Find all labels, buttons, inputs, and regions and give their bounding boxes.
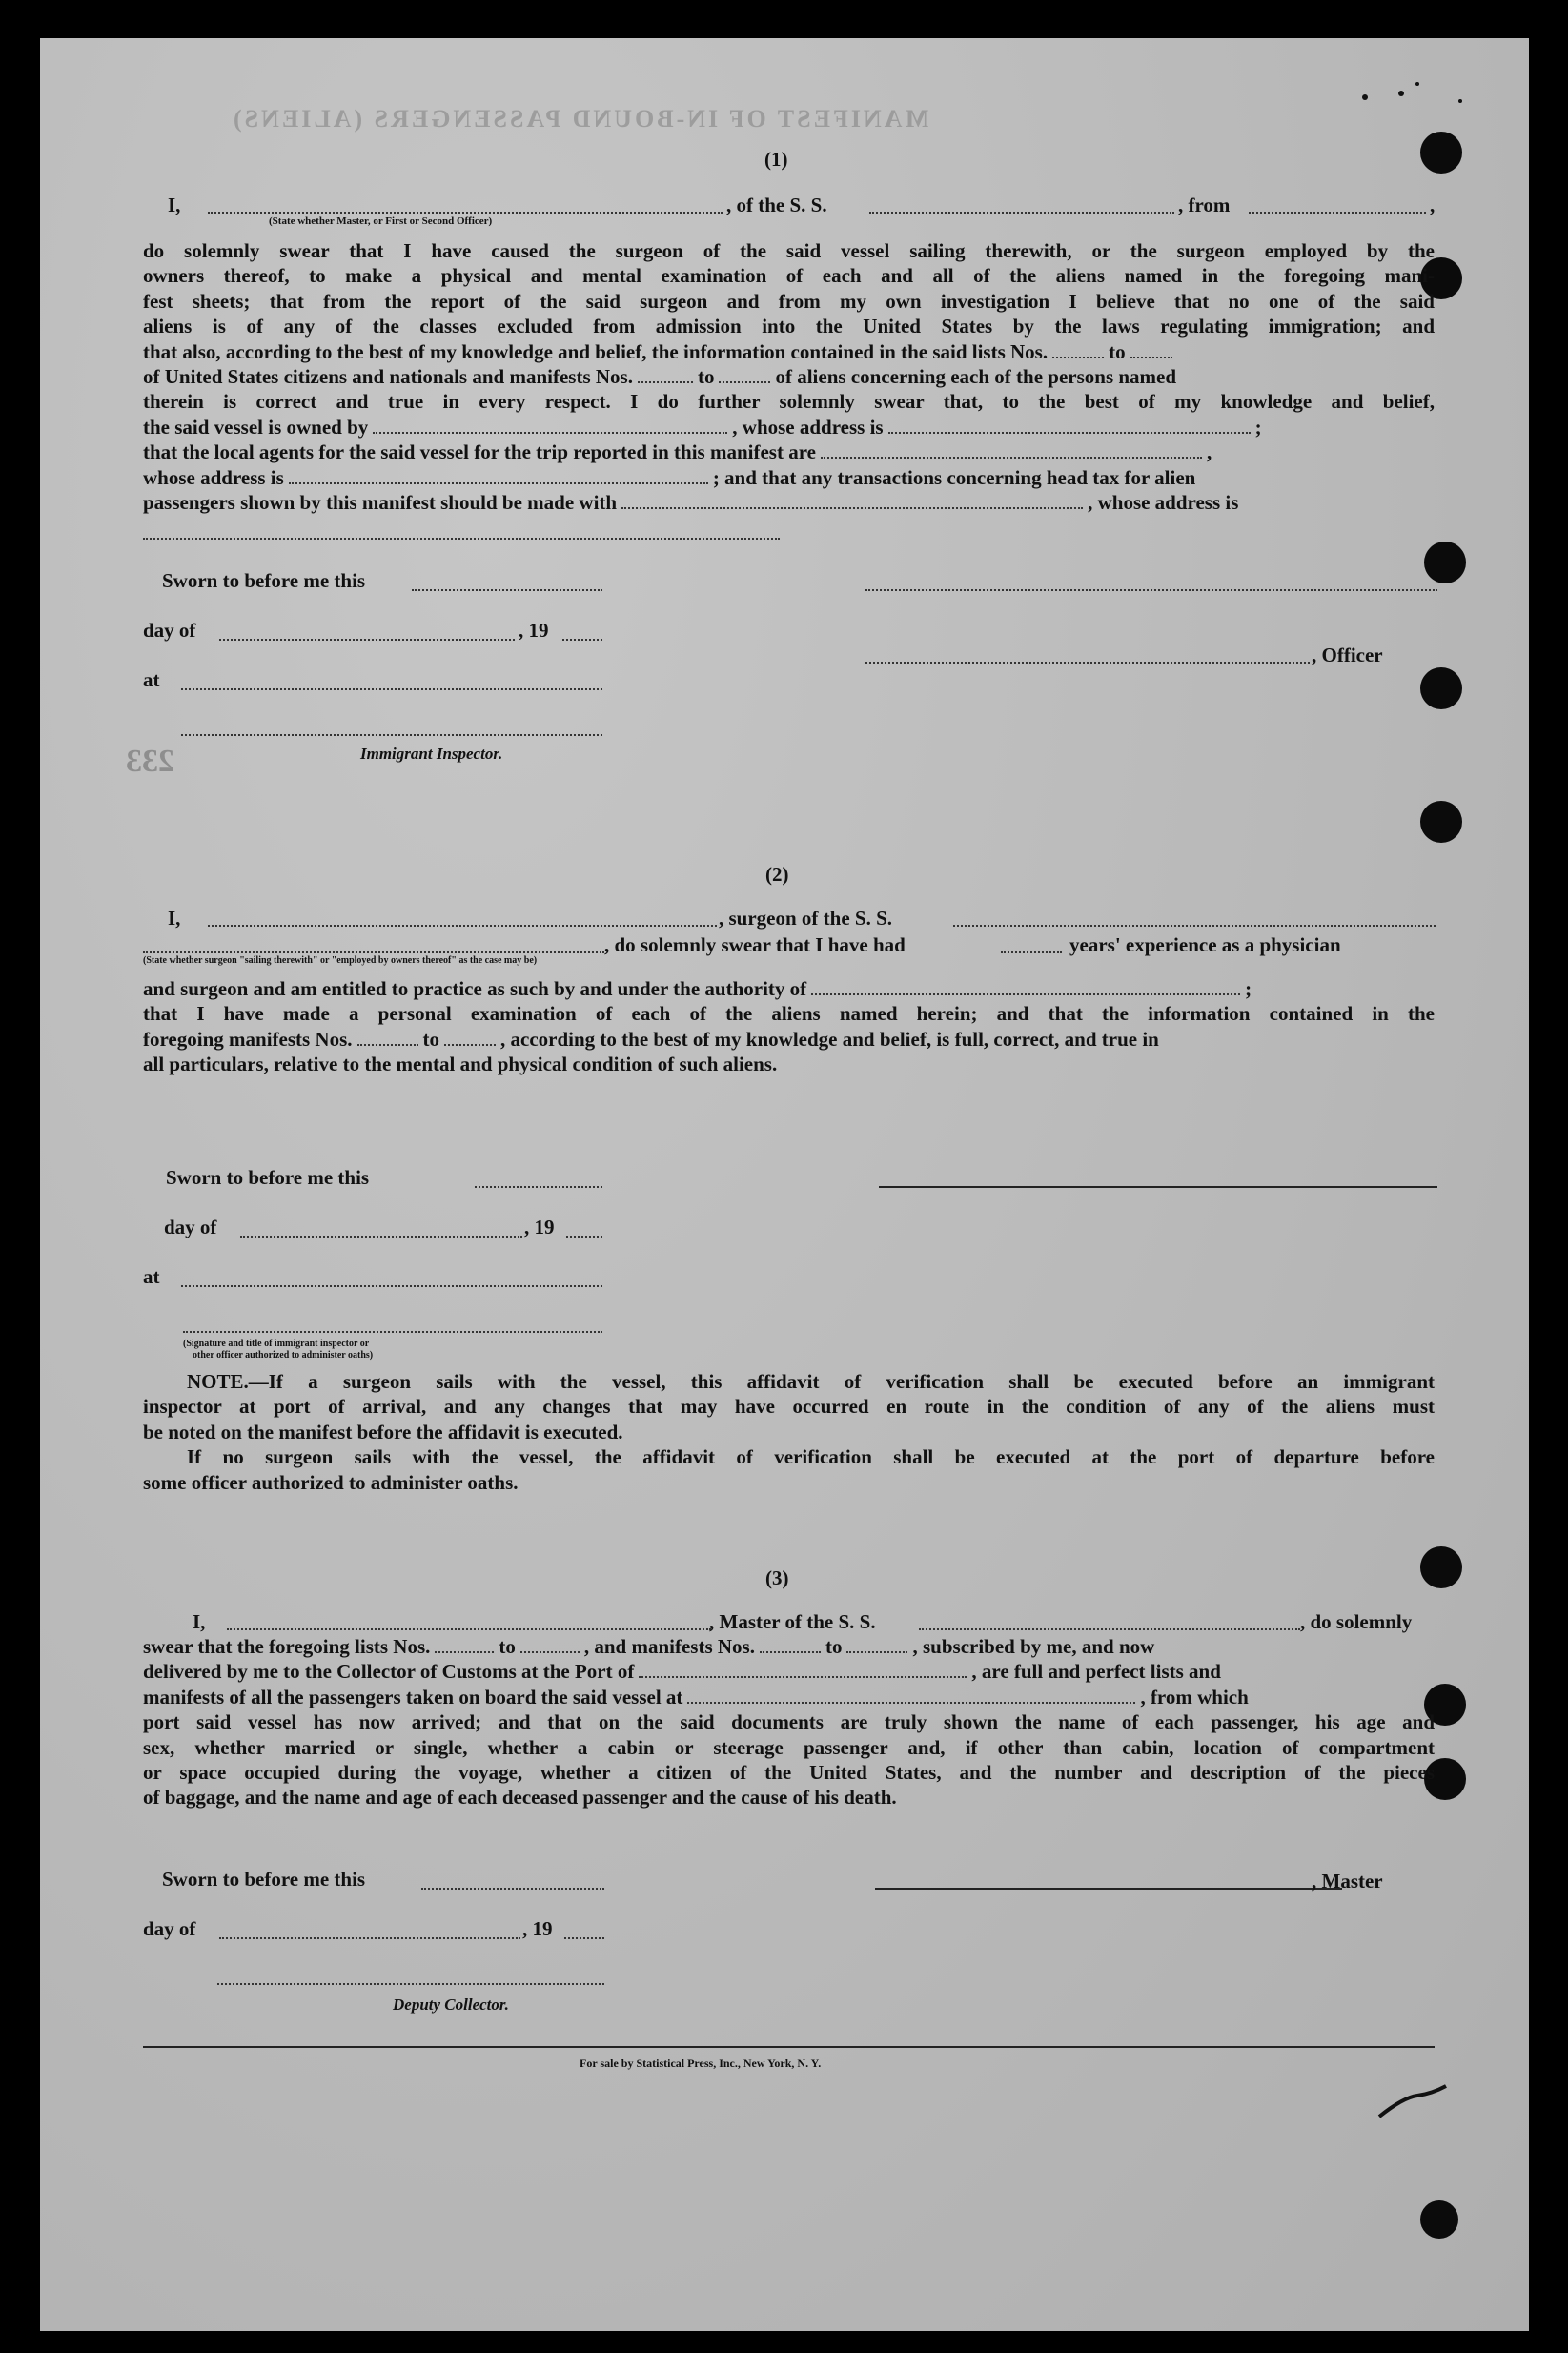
printer-credit: For sale by Statistical Press, Inc., New York, N. Y. — [580, 2056, 822, 2070]
s1-signature-line[interactable] — [865, 589, 1437, 591]
s1-transactions-address-field[interactable] — [143, 538, 780, 540]
s2-day-of: day of — [164, 1216, 217, 1238]
s3-from-which: , from which — [1140, 1685, 1249, 1708]
punch-hole — [1420, 801, 1462, 843]
s3-master-of: , Master of the S. S. — [709, 1610, 876, 1633]
manifest-back-page — [40, 38, 1529, 2331]
s1-owner-address-field[interactable] — [888, 428, 1251, 434]
s2-swear: , do solemnly swear that I have had — [604, 933, 906, 956]
s1-comma: , — [1206, 440, 1212, 464]
pen-mark-icon — [1375, 2078, 1451, 2126]
s3-lists-line — [143, 1634, 1435, 1659]
s1-at-field[interactable] — [181, 688, 602, 690]
s2-at-field[interactable] — [181, 1285, 602, 1287]
s2-day-field[interactable] — [240, 1236, 522, 1238]
s2-sworn: Sworn to before me this — [166, 1166, 370, 1189]
s2-years-text: years' experience as a physician — [1069, 933, 1341, 956]
s3-board-field[interactable] — [687, 1698, 1135, 1704]
s1-at: at — [143, 668, 160, 691]
s2-surgeon-of: , surgeon of the S. S. — [719, 907, 893, 930]
s3-line: of baggage, and the name and age of each deceased passenger and the cause of his death. — [143, 1786, 897, 1810]
s3-sworn: Sworn to before me this — [162, 1868, 366, 1891]
s2-surgeon-status-field[interactable] — [143, 951, 604, 953]
s3-to: to — [499, 1635, 516, 1658]
bleed-through-number: 233 — [126, 744, 174, 779]
s1-transactions-field[interactable] — [621, 503, 1083, 509]
s3-sworn-date-field[interactable] — [421, 1888, 604, 1890]
s1-lists-line — [143, 339, 1435, 364]
s1-agents-line — [143, 440, 1435, 464]
s2-note-line: be noted on the manifest before the affidavit is executed. — [143, 1420, 623, 1443]
s1-owned-by: the said vessel is owned by — [143, 415, 369, 439]
s1-semicolon: ; — [1254, 415, 1262, 439]
s3-collector-sign-field[interactable] — [217, 1983, 604, 1985]
s1-line: fest sheets; that from the report of the said surgeon and from my own investigation I believe that no one of the said — [143, 289, 1435, 313]
s3-line: or space occupied during the voyage, whether a citizen of the United States, and the number and description of the pieces — [143, 1761, 1435, 1785]
s2-i: I, — [168, 907, 181, 930]
s3-i: I, — [193, 1610, 206, 1633]
punch-hole — [1420, 132, 1462, 174]
s1-whose-address: whose address is — [143, 465, 284, 489]
s2-at: at — [143, 1265, 160, 1288]
s1-body — [143, 238, 1435, 515]
s3-manifest-from-field[interactable] — [760, 1647, 821, 1653]
s3-day-field[interactable] — [219, 1937, 520, 1939]
s2-authority-line — [143, 976, 1435, 1001]
s3-line: port said vessel has now arrived; and that on the said documents are truly shown the name of each passenger, his age and — [143, 1710, 1435, 1734]
s3-ship-field[interactable] — [919, 1628, 1300, 1630]
s1-line: owners thereof, to make a physical and mental examination of each and all of the aliens named in the foregoing mani- — [143, 264, 1435, 288]
s1-agents-text: that the local agents for the said vessel for the trip reported in this manifest are — [143, 440, 816, 464]
s3-board-line — [143, 1685, 1435, 1709]
s2-year: , 19 — [524, 1216, 555, 1238]
s2-to: to — [422, 1027, 440, 1051]
s3-line: sex, whether married or single, whether a cabin or steerage passenger and, if other than cabin, location of compartment — [143, 1735, 1435, 1759]
s1-manifest-from-field[interactable] — [638, 378, 693, 383]
s3-collector-label: Deputy Collector. — [393, 1995, 509, 2014]
s3-manifests-text: , and manifests Nos. — [583, 1635, 755, 1658]
s3-list-from-field[interactable] — [435, 1647, 494, 1653]
s2-line: that I have made a personal examination of each of the aliens named herein; and that the information contained in the — [143, 1002, 1435, 1026]
s2-signature-line[interactable] — [879, 1186, 1437, 1188]
s1-ship-field[interactable] — [869, 212, 1174, 214]
s1-line: therein is correct and true in every respect. I do further solemnly swear that, to the best of my knowledge and belief, — [143, 390, 1435, 414]
s1-line: aliens is of any of the classes excluded from admission into the United States by the laws regulating immigration; and — [143, 315, 1435, 338]
s2-sig-caption-2: other officer authorized to administer oaths) — [193, 1350, 374, 1361]
s2-years-field[interactable] — [1001, 951, 1062, 953]
s3-manifest-to-field[interactable] — [846, 1647, 907, 1653]
punch-hole — [1424, 542, 1466, 583]
corner-dots-icon — [1346, 76, 1498, 114]
s2-authority-field[interactable] — [811, 990, 1240, 995]
s1-line: do solemnly swear that I have caused the surgeon of the said vessel sailing therewith, or the surgeon employed by the — [143, 239, 1435, 262]
s1-agents-field[interactable] — [821, 453, 1202, 459]
s3-subscribed-text: , subscribed by me, and now — [912, 1635, 1155, 1658]
punch-hole — [1420, 667, 1462, 709]
s3-master-label: , Master — [1312, 1870, 1383, 1893]
s3-board-text: manifests of all the passengers taken on board the said vessel at — [143, 1685, 683, 1708]
s1-sworn-date-field[interactable] — [412, 589, 602, 591]
s1-made-with: passengers shown by this manifest should be made with — [143, 491, 618, 515]
s1-from: , from — [1178, 194, 1231, 216]
s1-list-from-field[interactable] — [1052, 353, 1104, 358]
s1-manifest-to-field[interactable] — [719, 378, 770, 383]
s3-body — [143, 1634, 1435, 1811]
s2-manifest-from-field[interactable] — [357, 1040, 418, 1046]
s2-note — [143, 1369, 1435, 1495]
s3-to: to — [825, 1635, 843, 1658]
s3-solemnly: , do solemnly — [1300, 1610, 1413, 1633]
s3-signature-line[interactable] — [875, 1888, 1342, 1890]
s1-officer-label: , Officer — [1312, 644, 1383, 666]
s1-i: I, — [168, 194, 181, 216]
s2-sworn-date-field[interactable] — [475, 1186, 602, 1188]
s1-day-of: day of — [143, 619, 196, 642]
s2-authority-text: and surgeon and am entitled to practice as such by and under the authority of — [143, 977, 807, 1000]
s3-lists-text: swear that the foregoing lists Nos. — [143, 1635, 431, 1658]
s2-manifest-to-field[interactable] — [444, 1040, 496, 1046]
s1-to: to — [697, 365, 715, 389]
s3-day-of: day of — [143, 1917, 196, 1940]
s2-semicolon: ; — [1245, 977, 1252, 1000]
s2-manifests-line — [143, 1027, 1435, 1052]
s1-year: , 19 — [519, 619, 549, 642]
s3-master-name-field[interactable] — [227, 1628, 711, 1630]
s1-inspector-sign-field[interactable] — [181, 734, 602, 736]
footer-rule — [143, 2046, 1435, 2048]
s3-port-line — [143, 1659, 1435, 1684]
s3-year-field[interactable] — [564, 1937, 604, 1939]
s3-port-field[interactable] — [639, 1672, 967, 1678]
s1-day-field[interactable] — [219, 639, 515, 641]
s1-of-ss: , of the S. S. — [726, 194, 827, 216]
s1-owner-field[interactable] — [373, 428, 727, 434]
s2-note-line: If no surgeon sails with the vessel, the affidavit of verification shall be executed at the port of departure before — [187, 1445, 1435, 1469]
s2-note-line: some officer authorized to administer oaths. — [143, 1470, 519, 1494]
s1-officer-caption: (State whether Master, or First or Second Officer) — [269, 215, 493, 227]
s2-manifests-text: foregoing manifests Nos. — [143, 1027, 353, 1051]
s2-note-line: inspector at port of arrival, and any changes that may have occurred en route in the condition of any of the aliens must — [143, 1395, 1435, 1419]
s2-status-caption: (State whether surgeon "sailing therewith" or "employed by owners thereof" as the case may be) — [143, 955, 538, 966]
s2-surgeon-name-field[interactable] — [208, 925, 717, 927]
s2-ship-field[interactable] — [953, 925, 1436, 927]
s1-manifest-line — [143, 364, 1435, 389]
s1-officer-field[interactable] — [208, 212, 723, 214]
s1-from-field[interactable] — [1249, 212, 1426, 214]
s1-year-field[interactable] — [562, 639, 602, 641]
s1-lists-text: that also, according to the best of my knowledge and belief, the information contained in the said lists Nos. — [143, 339, 1049, 363]
s3-year: , 19 — [522, 1917, 553, 1940]
s2-inspector-sign-field[interactable] — [183, 1331, 602, 1333]
s3-port-text: delivered by me to the Collector of Customs at the Port of — [143, 1660, 635, 1684]
s1-whose-address: , whose address is — [732, 415, 884, 439]
s2-year-field[interactable] — [566, 1236, 602, 1238]
s1-citizens-text: of United States citizens and nationals and manifests Nos. — [143, 365, 633, 389]
s1-aliens-text: of aliens concerning each of the persons named — [775, 365, 1177, 389]
s1-agent-address-field[interactable] — [289, 479, 708, 484]
s1-list-to-field[interactable] — [1130, 353, 1172, 358]
s1-sworn: Sworn to before me this — [162, 569, 366, 592]
s2-body — [143, 976, 1435, 1077]
s1-comma: , — [1430, 194, 1436, 216]
s3-list-to-field[interactable] — [520, 1647, 580, 1653]
s3-perfect-text: , are full and perfect lists and — [971, 1660, 1221, 1684]
section-1-number: (1) — [764, 148, 788, 171]
punch-hole — [1420, 1546, 1462, 1588]
s1-to: to — [1109, 339, 1126, 363]
s1-officer-sign-field[interactable] — [865, 662, 1310, 664]
section-3-number: (3) — [765, 1566, 789, 1589]
s2-line: all particulars, relative to the mental and physical condition of such aliens. — [143, 1053, 778, 1076]
s1-head-tax-text: ; and that any transactions concerning head tax for alien — [712, 465, 1196, 489]
s1-transactions-line — [143, 490, 1435, 515]
s2-knowledge-text: , according to the best of my knowledge and belief, is full, correct, and true in — [500, 1027, 1159, 1051]
punch-hole — [1420, 2200, 1458, 2239]
s1-owner-line — [143, 415, 1435, 440]
s1-agent-address-line — [143, 465, 1435, 490]
s2-note-line: NOTE.—If a surgeon sails with the vessel, this affidavit of verification shall be executed before an immigrant — [187, 1370, 1435, 1393]
section-2-number: (2) — [765, 863, 789, 886]
s2-sig-caption-1: (Signature and title of immigrant inspector or — [183, 1339, 370, 1349]
bleed-through-header: MANIFEST OF IN-BOUND PASSENGERS (ALIENS) — [231, 105, 929, 133]
s1-whose-address: , whose address is — [1088, 491, 1239, 515]
s1-inspector-label: Immigrant Inspector. — [360, 745, 503, 763]
